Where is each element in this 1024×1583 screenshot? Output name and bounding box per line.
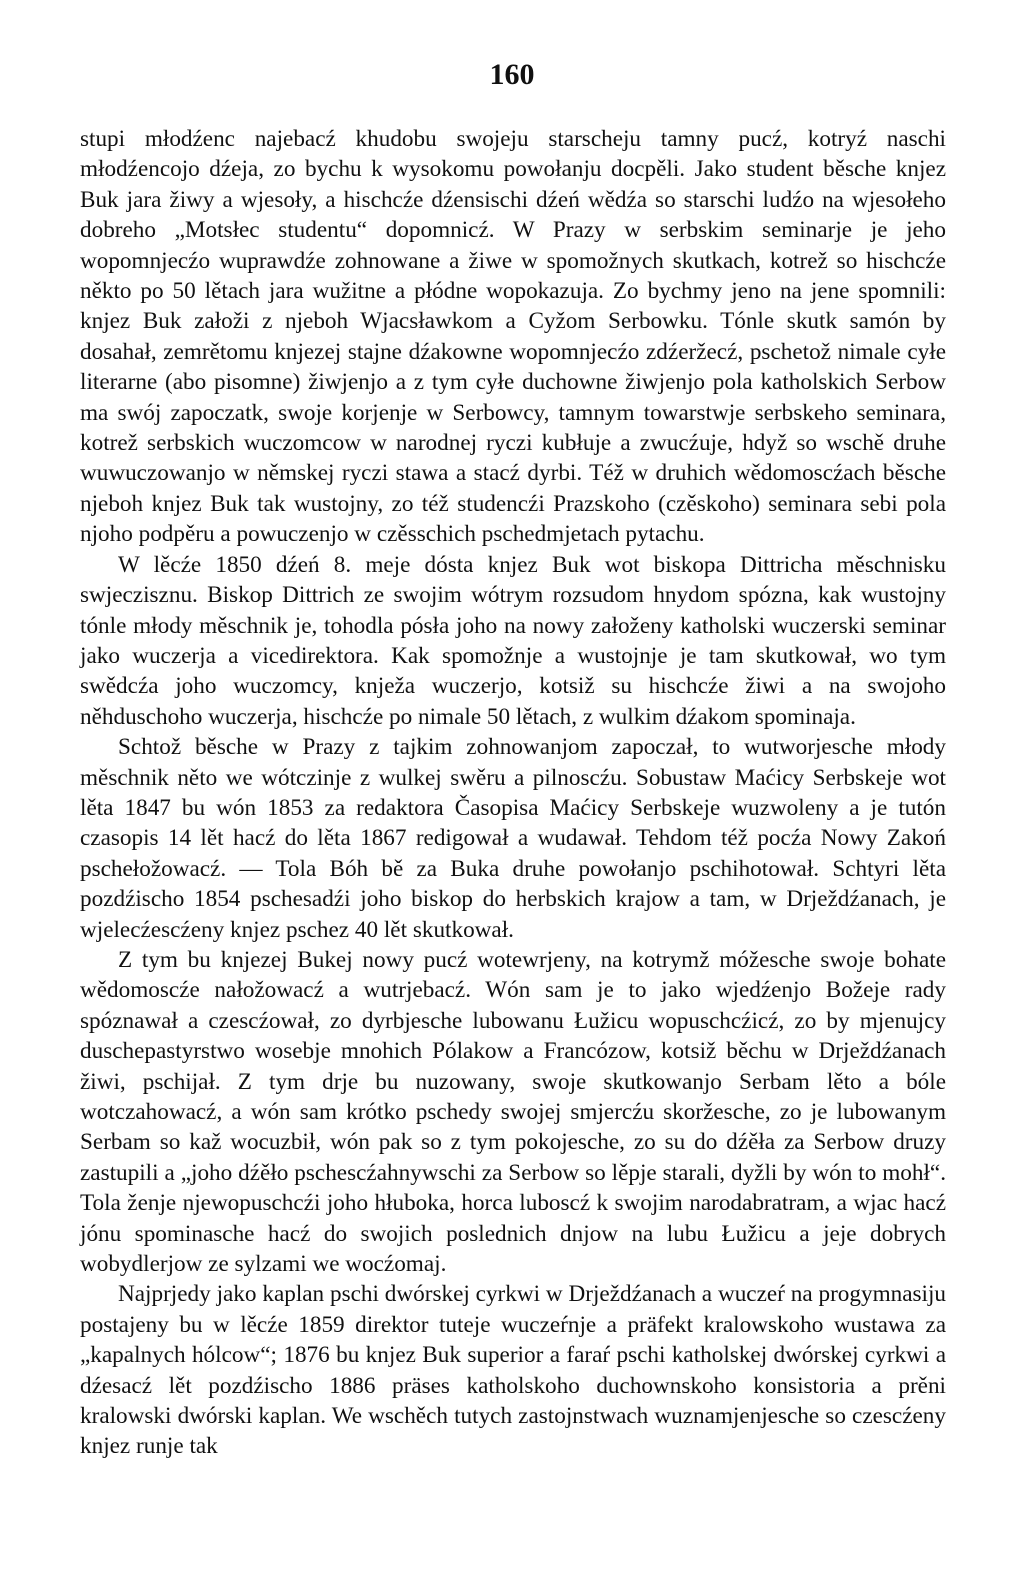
- paragraph-4: Z tym bu knjezej Bukej nowy pucź wotewrjeny, na kotrymž móžesche swoje bohate wědomoscźe nałožowacź a wutrjebacź. Wón sam je to jako wjedźenjo Božeje rady spóznawał a czescźował, zo dyrbjesche lubowanu Łužicu wopuschcźicź, zo by mjenujcy duschepastyrstwo wosebje mnohich Pólakow a Francózow, kotsiž běchu w Drježdźanach žiwi, pschijał. Z tym drje bu nuzowany, swoje skutkowanjo Serbam lěto a bóle wotczahowacź, a wón sam krótko pschedy swojej smjercźu skoržesche, zo je lubowanym Serbam so kaž wocuzbił, wón pak so z tym pokojesche, zo su do dźěła za Serbow druzy zastupili a „joho dźěło pschescźahnywschi za Serbow so lěpje starali, dyžli by wón to mohł“. Tola ženje njewopuschcźi joho hłuboka, horca luboscź k swojim narodabratram, a wjac hacź jónu spominasche hacź do swojich poslednich dnjow na lubu Łužicu a jeje dobrych wobydlerjow ze sylzami we wocźomaj.: [80, 946, 946, 1278]
- paragraph-2: W lěcźe 1850 dźeń 8. meje dósta knjez Buk wot biskopa Dittricha měschnisku swjeczisznu. Biskop Dittrich ze swojim wótrym rozsudom hnydom spózna, kak wustojny tónle młody měschnik je, tohodla pósła joho na nowy załoženy katholski wuczerski seminar jako wuczerja a vicedirektora. Kak spomožnje a wustojnje je tam skutkował, wo tym swědcźa joho wuczomcy, knježa wuczerjo, kotsiž su hischcźe žiwi a na swojoho něhduschoho wuczerja, hischcźe po nimale 50 lětach, z wulkim dźakom spominaja.: [80, 551, 946, 730]
- paragraph-1: stupi młodźenc najebacź khudobu swojeju starscheju tamny pucź, kotryź naschi młodźencojo dźeja, zo bychu k wysokomu powołanju docpěli. Jako student běsche knjez Buk jara žiwy a wjesoły, a hischcźe dźensischi dźeń wědźa so starschi ludźo na wjesołeho dobreho „Motsłec studentu“ dopomnicź. W Prazy w serbskim seminarje je jeho wopomnjecźo wuprawdźe zohnowane a žiwe w spomožnych skutkach, kotrež so hischcźe někto po 50 lětach jara wužitne a płódne wopokazuja. Zo bychmy jeno na jene spomnili: knjez Buk załoži z njeboh Wjacsławkom a Cyžom Serbowku. Tónle skutk samón by dosahał, zemrětomu knjezej stajne dźakowne wopomnjecźo zdźeržecź, pschetož nimale cyłe literarne (abo pisomne) žiwjenjo a z tym cyłe duchowne žiwjenjo pola katholskich Serbow ma swój zapoczatk, swoje korjenje w Serbowcy, tamnym towarstwje serbskeho seminara, kotrež serbskich wuczomcow w narodnej ryczi kubłuje a zwucźuje, hdyž so wschě druhe wuwuczowanjo w němskej ryczi stawa a stacź dyrbi. Též w druhich wědomoscźach běsche njeboh knjez Buk tak wustojny, zo též studencźi Prazskoho (czěskoho) seminara sebi pola njoho podpěru a powuczenjo w czěsschich pschedmjetach pytachu.: [80, 126, 946, 548]
- paragraph-5: Najprjedy jako kaplan pschi dwórskej cyrkwi w Drježdźanach a wuczeŕ na progymnasiju postajeny bu w lěcźe 1859 direktor tuteje wuczeŕnje a präfekt kralowskoho wustawa za „kapalnych hólcow“; 1876 bu knjez Buk superior a faraŕ pschi katholskej dwórskej cyrkwi a dźesacź lět pozdźischo 1886 präses katholskoho duchownskoho konsistoria a prěni kralowski dwórski kaplan. We wschěch tutych zastojnstwach wuznamjenjesche so czescźeny knjez runje tak: [80, 1281, 946, 1460]
- text-body: [80, 124, 946, 1462]
- page-number: 160: [489, 58, 535, 91]
- paragraph-3: Schtož běsche w Prazy z tajkim zohnowanjom zapoczał, to wutworjesche młody měschnik něto we wótczinje z wulkej swěru a pilnoscźu. Sobustaw Maćicy Serbskeje wot lěta 1847 bu wón 1853 za redaktora Časopisa Maćicy Serbskeje wuzwoleny a je tutón czasopis 14 lět hacź do lěta 1867 redigował a wudawał. Tehdom též pocźa Nowy Zakoń pschełožowacź. — Tola Bóh bě za Buka druhe powołanjo pschihotował. Schtyri lěta pozdźischo 1854 pschesadźi joho biskop do herbskich krajow a tam, w Drježdźanach, je wjelecźescźeny knjez pschez 40 lět skutkował.: [80, 734, 946, 943]
